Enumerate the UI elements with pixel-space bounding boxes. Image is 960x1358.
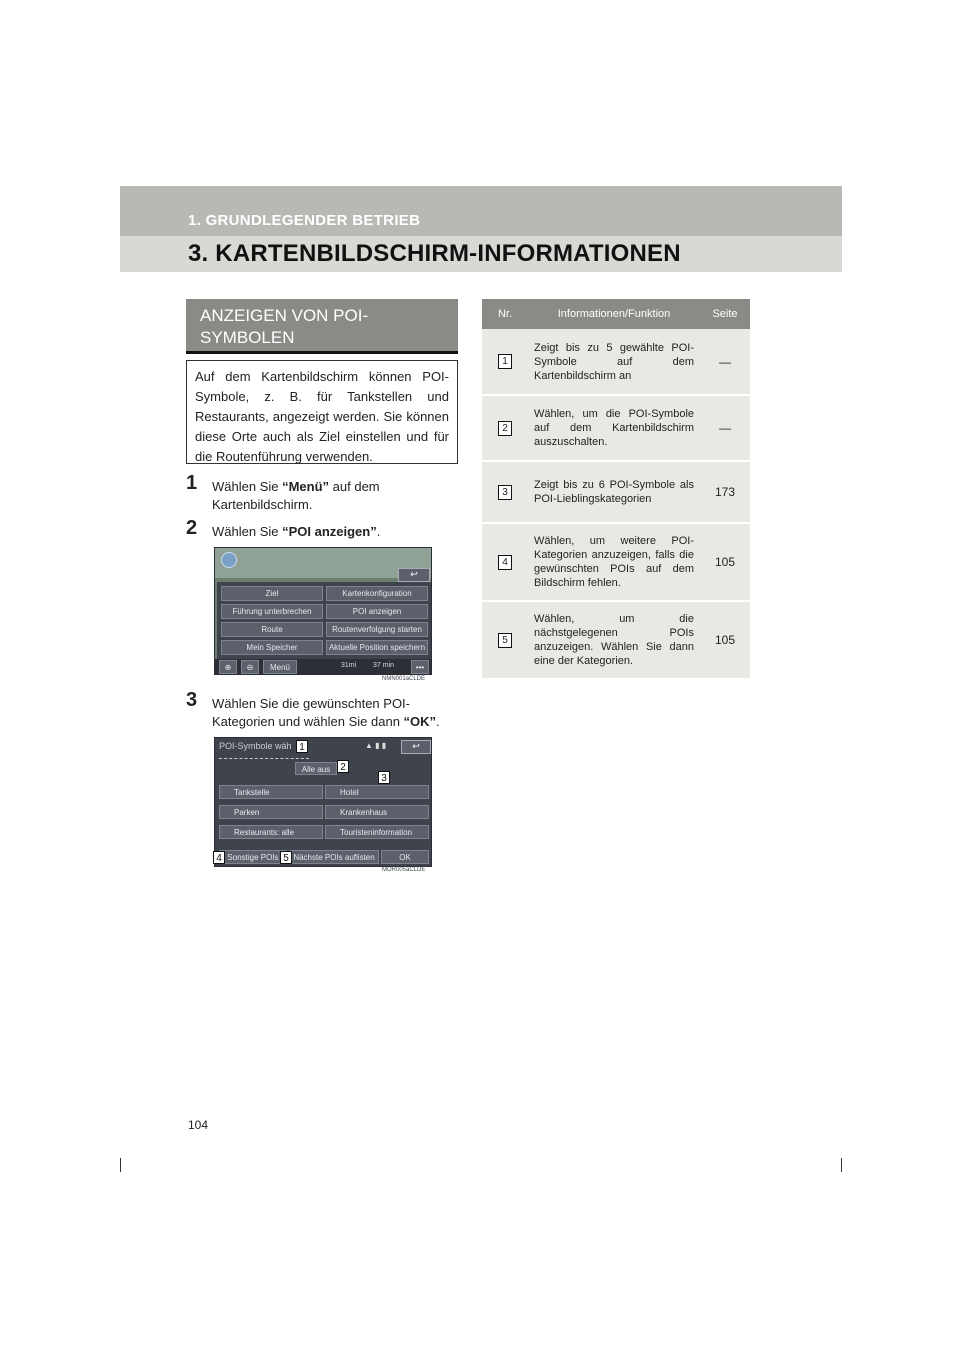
zoom-out-icon[interactable]: ⊖ xyxy=(241,660,259,674)
table-row xyxy=(482,601,750,679)
row-page: 173 xyxy=(700,461,750,523)
table-row xyxy=(482,461,750,523)
row-page: — xyxy=(700,329,750,395)
table-header xyxy=(482,299,750,329)
routenverfolgung-button[interactable]: Routenverfolgung starten xyxy=(326,622,428,637)
table-row xyxy=(482,395,750,461)
callout-5: 5 xyxy=(280,851,292,864)
intro-text: Auf dem Kartenbildschirm können POI-Symbole, z. B. für Tankstellen und Restaurants, angezeigt werden. Sie können diese Orte auch als Ziel einstellen und für die Routenführung verwenden. xyxy=(186,360,458,464)
chapter-title: 3. KARTENBILDSCHIRM-INFORMATIONEN xyxy=(188,240,681,267)
alle-aus-button[interactable]: Alle aus xyxy=(295,762,337,775)
info-table xyxy=(482,299,750,680)
menu-button[interactable]: Menü xyxy=(263,660,297,674)
position-speichern-button[interactable]: Aktuelle Position speichern xyxy=(326,640,428,655)
poi-screenshot xyxy=(214,737,432,867)
section-heading-line1: ANZEIGEN VON POI- xyxy=(200,306,369,325)
section-heading xyxy=(186,299,458,351)
header-info: Informationen/Funktion xyxy=(528,299,700,329)
row-page: — xyxy=(700,395,750,461)
more-icon[interactable]: ••• xyxy=(411,660,429,674)
tankstelle-button[interactable]: Tankstelle xyxy=(219,785,323,799)
step-number: 3 xyxy=(186,689,198,711)
row-number: 4 xyxy=(498,555,512,570)
image-caption: NMN001aCLDE xyxy=(382,676,426,682)
touristeninformation-button[interactable]: Touristeninformation xyxy=(325,825,429,839)
callout-4: 4 xyxy=(213,851,225,864)
naechste-pois-button[interactable]: Nächste POIs auflisten xyxy=(289,850,379,864)
step-number: 2 xyxy=(186,517,198,539)
heading-rule xyxy=(186,351,458,354)
parken-button[interactable]: Parken xyxy=(219,805,323,819)
row-info: Wählen, um die POI-Symbole auf dem Kartenbildschirm auszuschalten. xyxy=(528,395,700,461)
step-1: 1 Wählen Sie “Menü” auf dem Kartenbildschirm. xyxy=(186,472,380,512)
sonstige-pois-button[interactable]: Sonstige POIs xyxy=(219,850,287,864)
crop-mark xyxy=(120,1158,121,1172)
page-number: 104 xyxy=(188,1118,209,1132)
callout-3: 3 xyxy=(378,771,390,784)
ok-button[interactable]: OK xyxy=(381,850,429,864)
table-row xyxy=(482,523,750,601)
route-button[interactable]: Route xyxy=(221,622,323,637)
row-number: 2 xyxy=(498,421,512,436)
row-info: Zeigt bis zu 6 POI-Symbole als POI-Lieblingskategorien xyxy=(528,461,700,523)
poi-title: POI-Symbole wäh xyxy=(219,741,292,751)
table-row xyxy=(482,329,750,395)
row-page: 105 xyxy=(700,523,750,601)
poi-anzeigen-button[interactable]: POI anzeigen xyxy=(326,604,428,619)
step-3: 3 Wählen Sie die gewünschten POI-Kategorien und wählen Sie dann “OK”. xyxy=(186,689,440,729)
callout-2: 2 xyxy=(337,760,349,773)
row-number: 1 xyxy=(498,354,512,369)
row-info: Zeigt bis zu 5 gewählte POI-Symbole auf dem Kartenbildschirm an xyxy=(528,329,700,395)
section-label: 1. GRUNDLEGENDER BETRIEB xyxy=(188,212,421,229)
row-number: 3 xyxy=(498,485,512,500)
hotel-button[interactable]: Hotel xyxy=(325,785,429,799)
mein-speicher-button[interactable]: Mein Speicher xyxy=(221,640,323,655)
step-number: 1 xyxy=(186,472,198,494)
image-caption: MOR005aCLDE xyxy=(382,867,426,873)
section-heading-line2: SYMBOLEN xyxy=(200,328,295,347)
distance-text: 31mi xyxy=(341,662,357,669)
kartenkonfiguration-button[interactable]: Kartenkonfiguration xyxy=(326,586,428,601)
zoom-in-icon[interactable]: ⊕ xyxy=(219,660,237,674)
status-icons: ▲ ▮ ▮ xyxy=(365,741,387,750)
compass-icon xyxy=(221,552,237,568)
callout-1: 1 xyxy=(296,740,308,753)
restaurants-button[interactable]: Restaurants: alle xyxy=(219,825,323,839)
row-page: 105 xyxy=(700,601,750,679)
time-text: 37 min xyxy=(373,662,395,669)
step-2: 2 Wählen Sie “POI anzeigen”. xyxy=(186,517,381,539)
header-seite: Seite xyxy=(700,299,750,329)
header-nr: Nr. xyxy=(482,299,528,329)
row-info: Wählen, um die nächstgelegenen POIs anzuzeigen. Wählen Sie dann eine der Kategorien. xyxy=(528,601,700,679)
menu-screenshot xyxy=(214,547,432,675)
ziel-button[interactable]: Ziel xyxy=(221,586,323,601)
back-icon[interactable]: ↩ xyxy=(401,740,431,754)
crop-mark xyxy=(841,1158,842,1172)
row-number: 5 xyxy=(498,633,512,648)
back-icon[interactable]: ↩ xyxy=(398,568,430,582)
krankenhaus-button[interactable]: Krankenhaus xyxy=(325,805,429,819)
fuehrung-unterbrechen-button[interactable]: Führung unterbrechen xyxy=(221,604,323,619)
row-info: Wählen, um weitere POI-Kategorien anzuzeigen, falls die gewünschten POIs auf dem Bildschirm fehlen. xyxy=(528,523,700,601)
